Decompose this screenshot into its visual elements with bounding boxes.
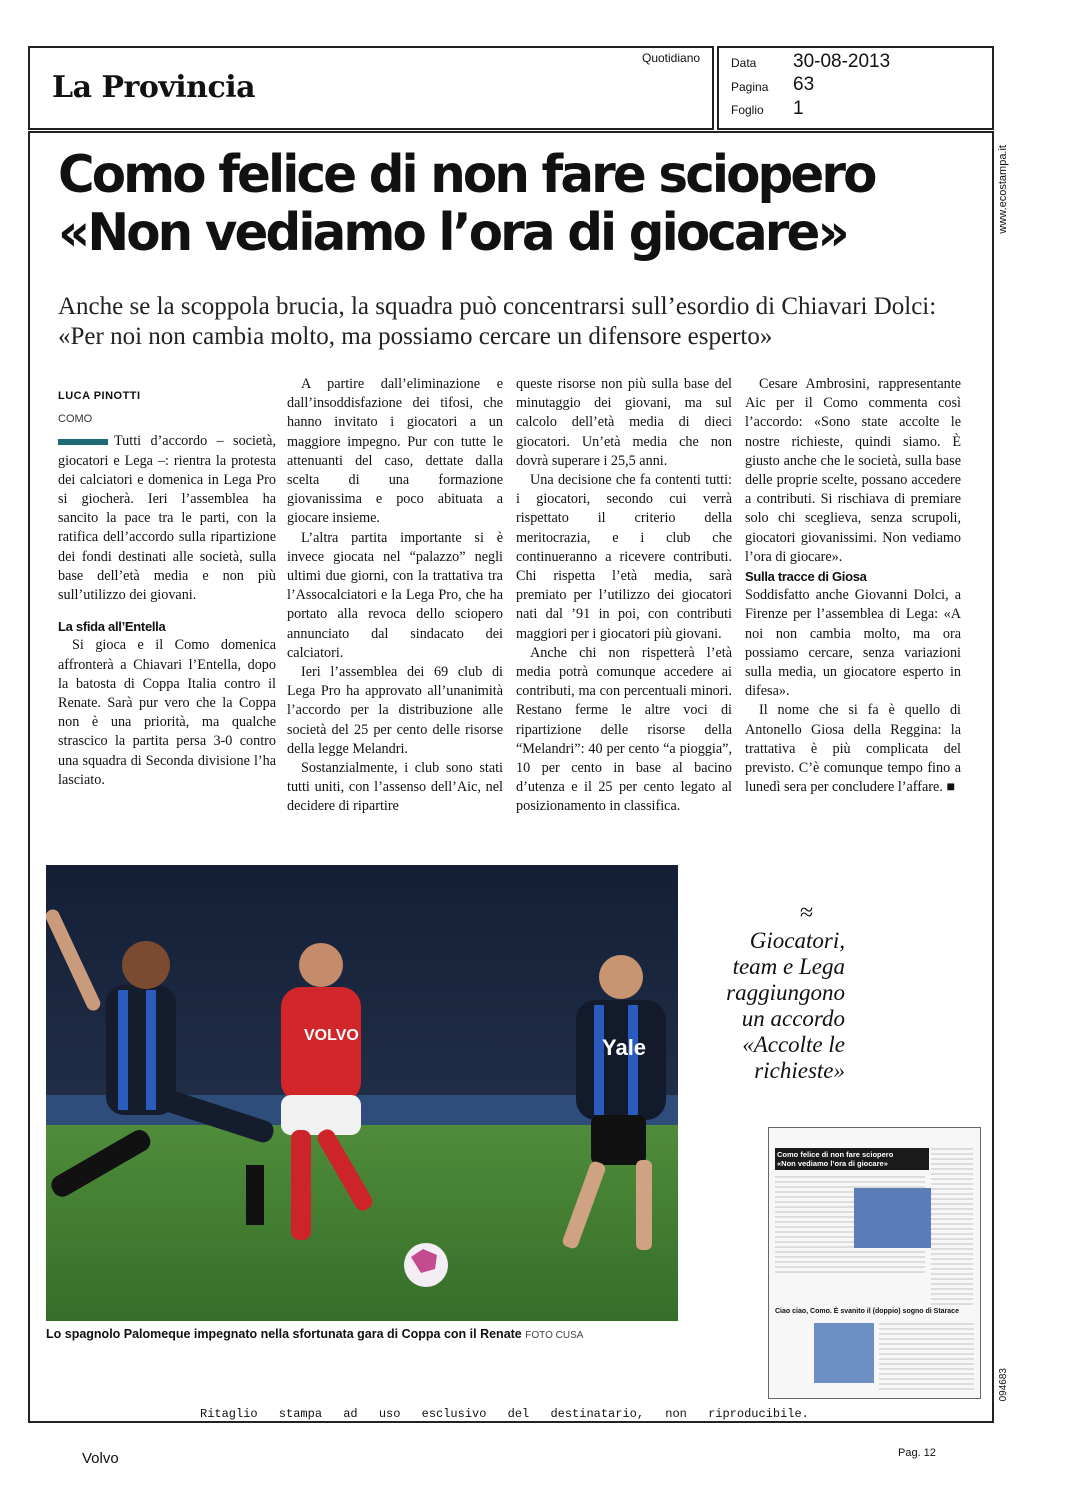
date-value: 30-08-2013 [793, 51, 891, 72]
masthead-title: La Provincia [52, 70, 256, 105]
subheadline: Anche se la scoppola brucia, la squadra può concentrarsi sull’esordio di Chiavari Dolci: «Per noi non cambia molto, ma possiamo cercare un difensore esperto» [58, 293, 937, 350]
paragraph: Il nome che si fa è quello di Antonello Giosa della Reggina: la trattativa è più complicata del previsto. C’è comunque tempo fino a lunedì sera per concludere l’affare. ■ [745, 702, 961, 796]
article-column-4 [745, 375, 961, 797]
publication-type: Quotidiano [642, 51, 701, 65]
page-label: Pagina [731, 80, 769, 94]
reproduction-notice: Ritaglio stampa ad uso esclusivo del destinatario, non riproducibile. [200, 1407, 809, 1421]
headline-line-2: «Non vediamo l’ora di giocare» [58, 203, 847, 263]
page-thumbnail [768, 1127, 981, 1399]
paragraph: L’altra partita importante si è invece giocata nel “palazzo” negli ultimi due giorni, con la trattativa tra l’Assocalciatori e la Lega Pro, che ha portato alla revoca dello sciopero annunciato dal sindacato dei calciatori. [287, 529, 503, 661]
byline: LUCA PINOTTI [58, 390, 141, 402]
date-label: Data [731, 56, 757, 70]
section-accent-bar [58, 439, 108, 445]
paragraph: Sostanzialmente, i club sono stati tutti uniti, con l’assenso dell’Aic, nel decidere di ripartire [287, 760, 503, 815]
article-column-3 [516, 375, 732, 817]
paragraph: queste risorse non più sulla base del minutaggio dei giovani, ma sul calcolo dell’età media di dieci giocatori. Un’età media che non dovrà superare i 25,5 anni. [516, 376, 732, 469]
football-match-image [46, 865, 678, 1321]
clipping-code: 094683 [998, 1368, 1009, 1402]
paragraph: Ieri l’assemblea dei 69 club di Lega Pro ha approvato all’unanimità l’accordo per la distribuzione alle società del 25 per cento delle risorse della legge Melandri. [287, 664, 503, 757]
paragraph: Cesare Ambrosini, rappresentante Aic per il Como commenta così l’accordo: «Sono state accolte le nostre richieste, quindi siamo. È giusto anche che le società, sulla base delle proprie scelte, possano accedere a contributi. Si rischiava di premiare solo chi sceglieva, senza scrupoli, giocatori giovanissimi. Non vediamo l’ora di giocare». [745, 376, 961, 565]
thumb-headline-2: «Non vediamo l’ora di giocare» [777, 1159, 888, 1168]
sheet-label: Foglio [731, 103, 764, 117]
ornament-icon: ≈ [800, 900, 814, 926]
paragraph: Soddisfatto anche Giovanni Dolci, a Firenze per l’assemblea di Lega: «A noi non cambia molto, ma ora possiamo cercare, senza variazioni sulla media, un giocatore esperto in difesa». [745, 587, 961, 700]
paragraph: Tutti d’accordo – società, giocatori e Lega –: rientra la protesta dei calciatori e domenica in Lega Pro si giocherà. Ieri l’assemblea ha sancito la pace tra le parti, con la ratifica dell’accordo sulla ripartizione dei fondi destinati alle società, sulla base dell’età media e non più sull’utilizzo dei giovani. [58, 433, 276, 604]
header-meta-box [717, 46, 994, 130]
page-number: Pag. 12 [898, 1447, 936, 1459]
article-column-2 [287, 375, 503, 817]
photo-credit: FOTO CUSA [525, 1330, 584, 1341]
subsection-title: Sulla tracce di Giosa [745, 569, 867, 585]
svg-text:VOLVO: VOLVO [304, 1027, 359, 1044]
thumb-headline-1: Como felice di non fare sciopero [777, 1150, 894, 1159]
jersey-sponsor: Yale [602, 1035, 647, 1060]
page-value: 63 [793, 74, 815, 95]
dateline-place: COMO [58, 413, 93, 426]
article-column-1 [58, 387, 276, 790]
paragraph: Anche chi non rispetterà l’età media potrà comunque accedere ai contributi, ma con percentuali minori. Restano ferme le altre voci di ripartizione delle risorse della “Melandri”: 40 per cento “a pioggia”, 10 per cento in base al bacino d’utenza e il 25 per cento legato al posizionamento in classifica. [516, 644, 732, 815]
pull-quote: Giocatori, team e Lega raggiungono un accordo «Accolte le richieste» [726, 928, 845, 1083]
match-photo [46, 865, 678, 1321]
paragraph: A partire dall’eliminazione e dall’insoddisfazione dei tifosi, che hanno invitato i giocatori a un maggiore impegno. Pur con tutte le attenuanti del caso, dettate dalla scelta di una formazione giovanissima e poco abituata a giocare insieme. [287, 376, 503, 527]
subsection-title: La sfida all’Entella [58, 619, 166, 635]
photo-caption: Lo spagnolo Palomeque impegnato nella sfortunata gara di Coppa con il Renate FOTO CUSA [46, 1327, 584, 1341]
thumb-story-2: Ciao ciao, Como. È svanito il (doppio) sogno di Starace [775, 1308, 959, 1315]
paragraph: Si gioca e il Como domenica affronterà a Chiavari l’Entella, dopo la batosta di Coppa Italia contro il Renate. Sarà pur vero che la Coppa non è una priorità, ma qualche strascico la partita persa 3-0 contro una squadra di Seconda divisione l’ha lasciato. [58, 637, 276, 788]
paragraph: Una decisione che fa contenti tutti: i giocatori, secondo cui verrà rispettato il criterio della meritocrazia, e i club che continueranno a ricevere contributi. Chi rispetta l’età media, sarà premiato per l’utilizzo dei giocatori nati dal ’91 in poi, con contributi maggiori per i giocatori più giovani. [516, 472, 732, 642]
website-label: www.ecostampa.it [997, 145, 1009, 234]
headline-line-1: Como felice di non fare sciopero [58, 145, 875, 205]
headline [58, 146, 922, 262]
sheet-value: 1 [793, 98, 804, 119]
client-name: Volvo [82, 1450, 119, 1467]
